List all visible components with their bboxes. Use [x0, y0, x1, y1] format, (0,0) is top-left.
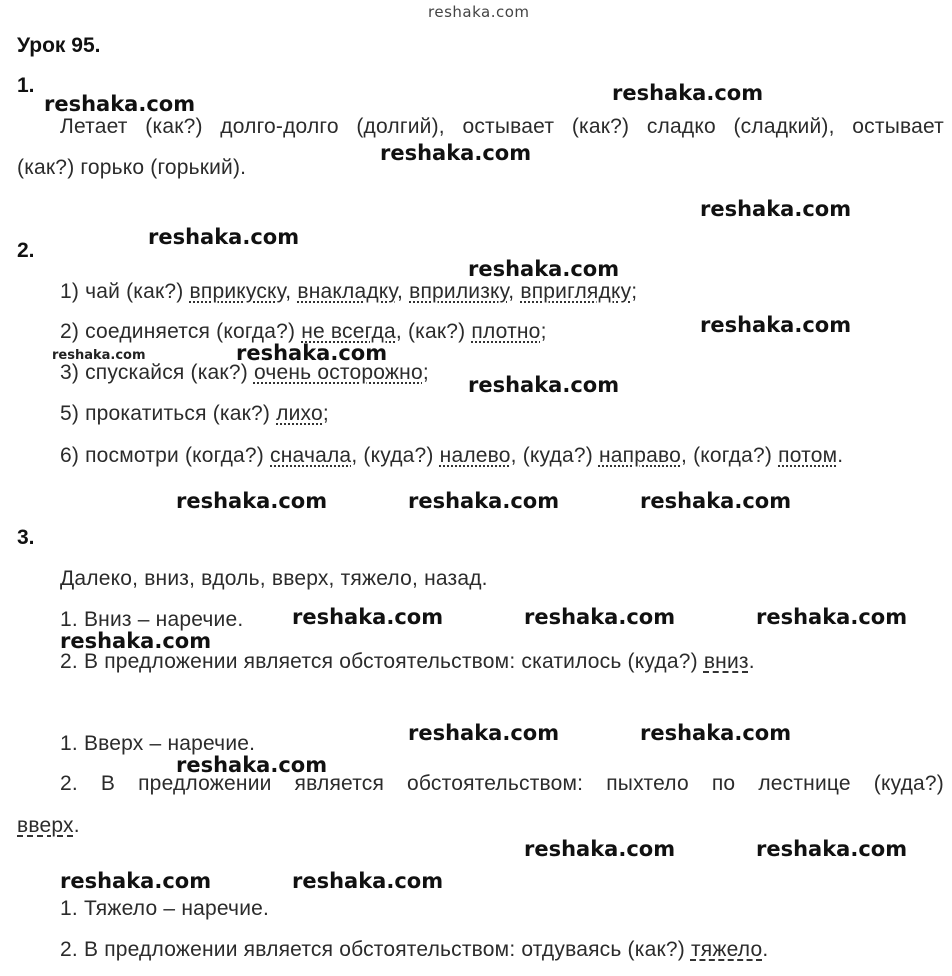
- item-text: 2. В предложении является обстоятельством: отдуваясь (как?): [60, 938, 691, 961]
- line-end: ;: [322, 402, 329, 425]
- adverb-underlined: тяжело: [690, 938, 763, 961]
- watermark: reshaka.com: [468, 373, 620, 397]
- adverb-underlined: направо: [598, 444, 681, 467]
- line-end: ;: [631, 280, 638, 303]
- task-1-line-1: Летает (как?) долго-долго (долгий), остывает (как?) сладко (сладкий), остывает: [60, 115, 944, 138]
- watermark: reshaka.com: [292, 605, 444, 629]
- adverb-underlined: сначала: [270, 444, 352, 467]
- adverb-underlined: вприлизку: [409, 280, 509, 303]
- adverb-underlined: вниз: [703, 650, 749, 673]
- task-3-answer-c-2: [60, 938, 768, 962]
- watermark: reshaka.com: [292, 869, 444, 893]
- line-end: ;: [540, 320, 547, 343]
- adverb-underlined: лихо: [276, 402, 323, 425]
- item-text: 2. В предложении является обстоятельством: скатилось (куда?): [60, 650, 704, 673]
- lesson-title: Урок 95.: [17, 34, 101, 57]
- watermark: reshaka.com: [524, 605, 676, 629]
- task-1-number: 1.: [17, 74, 35, 97]
- watermark: reshaka.com: [380, 141, 532, 165]
- task-3-answer-b-1: 1. Вверх – наречие.: [60, 732, 256, 755]
- task-2-item-5: [60, 444, 843, 468]
- adverb-underlined: плотно: [471, 320, 541, 343]
- line-end: .: [73, 814, 80, 837]
- adverb-underlined: налево: [439, 444, 511, 467]
- watermark: reshaka.com: [612, 81, 764, 105]
- task-3-answer-b-2-cont: [17, 814, 80, 838]
- watermark: reshaka.com: [408, 489, 560, 513]
- task-3-answer-a-1: 1. Вниз – наречие.: [60, 608, 244, 631]
- item-text: , (как?): [395, 320, 472, 343]
- item-text: , (когда?): [681, 444, 779, 467]
- item-text: 6) посмотри (когда?): [60, 444, 271, 467]
- task-3-number: 3.: [17, 526, 35, 549]
- watermark: reshaka.com: [60, 869, 212, 893]
- task-2-number: 2.: [17, 239, 35, 262]
- adverb-underlined: потом: [778, 444, 838, 467]
- watermark: reshaka.com: [176, 753, 328, 777]
- watermark: reshaka.com: [700, 197, 852, 221]
- watermark: reshaka.com: [756, 837, 908, 861]
- task-3-answer-a-2: [60, 650, 755, 674]
- watermark: reshaka.com: [52, 348, 146, 363]
- adverb-underlined: вверх: [17, 814, 74, 837]
- task-3-answer-b-2: 2. В предложении является обстоятельством: пыхтело по лестнице (куда?): [60, 772, 944, 795]
- item-text: 1) чай (как?): [60, 280, 190, 303]
- separator: ,: [397, 280, 410, 303]
- task-2-item-1: [60, 280, 637, 304]
- line-end: ;: [422, 361, 429, 384]
- watermark: reshaka.com: [60, 629, 212, 653]
- watermark: reshaka.com: [236, 341, 388, 365]
- adverb-underlined: внакладку: [297, 280, 398, 303]
- watermark: reshaka.com: [44, 92, 196, 116]
- adverb-underlined: вприкуску: [189, 280, 286, 303]
- watermark: reshaka.com: [408, 721, 560, 745]
- watermark: reshaka.com: [176, 489, 328, 513]
- task-3-answer-c-1: 1. Тяжело – наречие.: [60, 897, 270, 920]
- task-2-item-4: [60, 402, 329, 426]
- watermark-top: reshaka.com: [428, 3, 530, 21]
- line-end: .: [762, 938, 769, 961]
- watermark: reshaka.com: [524, 837, 676, 861]
- item-text: , (куда?): [351, 444, 440, 467]
- adverb-underlined: очень осторожно: [253, 361, 423, 384]
- item-text: 2) соединяется (когда?): [60, 320, 302, 343]
- watermark: reshaka.com: [756, 605, 908, 629]
- task-1-line-2: (как?) горько (горький).: [17, 156, 247, 179]
- watermark: reshaka.com: [700, 313, 852, 337]
- item-text: , (куда?): [510, 444, 599, 467]
- adverb-underlined: вприглядку: [520, 280, 632, 303]
- separator: ,: [285, 280, 298, 303]
- watermark: reshaka.com: [468, 257, 620, 281]
- item-text: 5) прокатиться (как?): [60, 402, 277, 425]
- watermark: reshaka.com: [148, 225, 300, 249]
- item-text: 3) спускайся (как?): [60, 361, 254, 384]
- line-end: .: [748, 650, 755, 673]
- line-end: .: [837, 444, 844, 467]
- watermark: reshaka.com: [640, 721, 792, 745]
- separator: ,: [508, 280, 521, 303]
- task-3-words: Далеко, вниз, вдоль, вверх, тяжело, назад.: [60, 567, 488, 590]
- adverb-underlined: не всегда: [301, 320, 396, 343]
- watermark: reshaka.com: [640, 489, 792, 513]
